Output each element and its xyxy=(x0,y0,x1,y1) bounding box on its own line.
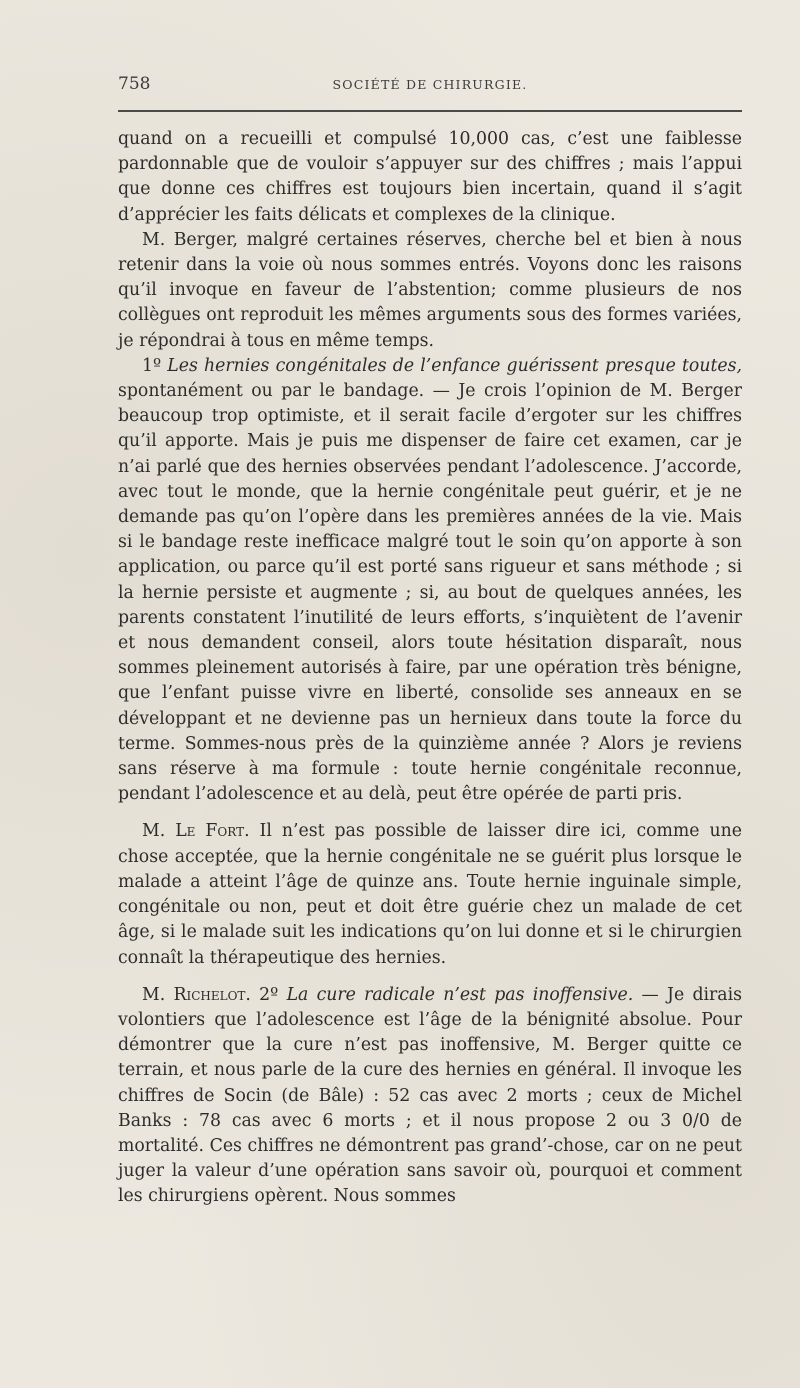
paragraph-4 xyxy=(118,819,742,970)
speaker-prefix: M. xyxy=(142,821,176,842)
header-rule xyxy=(118,110,742,112)
paragraph-3-text: spontanément ou par le bandage. — Je crois l’opinion de M. Berger beaucoup trop optimiste, et il serait facile d’ergoter sur les chiffres qu’il apporte. Mais je puis me dispenser de faire cet examen, car je n’ai parlé que des hernies observées pendant l’adolescence. J’accorde, avec tout le monde, que la hernie congénitale peut guérir, et je ne demande pas qu’on l’opère dans les premières années de la vie. Mais si le bandage reste inefficace malgré tout le soin qu’on apporte à son application, ou parce qu’il est porté sans rigueur et sans méthode ; si la hernie persiste et augmente ; si, au bout de quelques années, les parents constatent l’inutilité de leurs efforts, s’inquiètent de l’avenir et nous demandent conseil, alors toute hésitation disparaît, nous sommes pleinement autorisés à faire, par une opération très bénigne, que l’enfant puisse vivre en liberté, consolide ses anneaux en se développant et ne devienne pas un hernieux dans toute la force du terme. Sommes-nous près de la quinzième année ? Alors je reviens sans réserve à ma formule : toute hernie congénitale reconnue, pendant l’adolescence et au delà, peut être opérée de parti pris. xyxy=(118,381,742,805)
paragraph-5 xyxy=(118,983,742,1210)
running-head: SOCIÉTÉ DE CHIRURGIE. xyxy=(332,77,528,92)
page-number: 758 xyxy=(118,74,151,94)
paragraph-3 xyxy=(118,354,742,808)
speaker-name-le-fort: Le Fort xyxy=(175,821,245,842)
italic-thesis-2: La cure radicale n’est pas inoffensive. xyxy=(286,984,634,1005)
paragraph-5-text: — Je dirais volontiers que l’adolescence est l’âge de la bénignité absolue. Pour démontrer que la cure n’est pas inoffensive, M. Berger quitte ce terrain, et nous parle de la cure des hernies en général. Il invoque les chiffres de Socin (de Bâle) : 52 cas avec 2 morts ; ceux de Michel Banks : 78 cas avec 6 morts ; et il nous propose 2 ou 3 0/0 de mortalité. Ces chiffres ne démontrent pas grand’-chose, car on ne peut juger la valeur d’une opération sans savoir où, pourquoi et comment les chirurgiens opèrent. Nous sommes xyxy=(118,984,743,1207)
body-text xyxy=(118,127,742,1210)
numbered-point-1: 1º xyxy=(142,355,168,376)
italic-thesis-1: Les hernies congénitales de l’enfance guérissent presque toutes, xyxy=(167,355,742,376)
paragraph-2: M. Berger, malgré certaines réserves, cherche bel et bien à nous retenir dans la voie où nous sommes entrés. Voyons donc les raisons qu’il invoque en faveur de l’abstention; comme plusieurs de nos collègues ont reproduit les mêmes arguments sous des formes variées, je répondrai à tous en même temps. xyxy=(118,229,742,351)
paragraph-1: quand on a recueilli et compulsé 10,000 cas, c’est une faiblesse pardonnable que de vouloir s’appuyer sur des chiffres ; mais l’appui que donne ces chiffres est toujours bien incertain, quand il s’agit d’apprécier les faits délicats et complexes de la clinique. xyxy=(118,129,742,225)
paragraph-4-text: . Il n’est pas possible de laisser dire ici, comme une chose acceptée, que la hernie congénitale ne se guérit plus lorsque le malade a atteint l’âge de quinze ans. Toute hernie inguinale simple, congénitale ou non, peut et doit être guérie chez un malade de cet âge, si le malade suit les indications qu’on lui donne et si le chirurgien connaît la thérapeutique des hernies. xyxy=(118,821,743,968)
page-header xyxy=(118,74,742,98)
speaker-name-richelot: Richelot xyxy=(173,984,246,1005)
numbered-point-2: . 2º xyxy=(245,984,287,1005)
speaker-prefix: M. xyxy=(142,984,174,1005)
